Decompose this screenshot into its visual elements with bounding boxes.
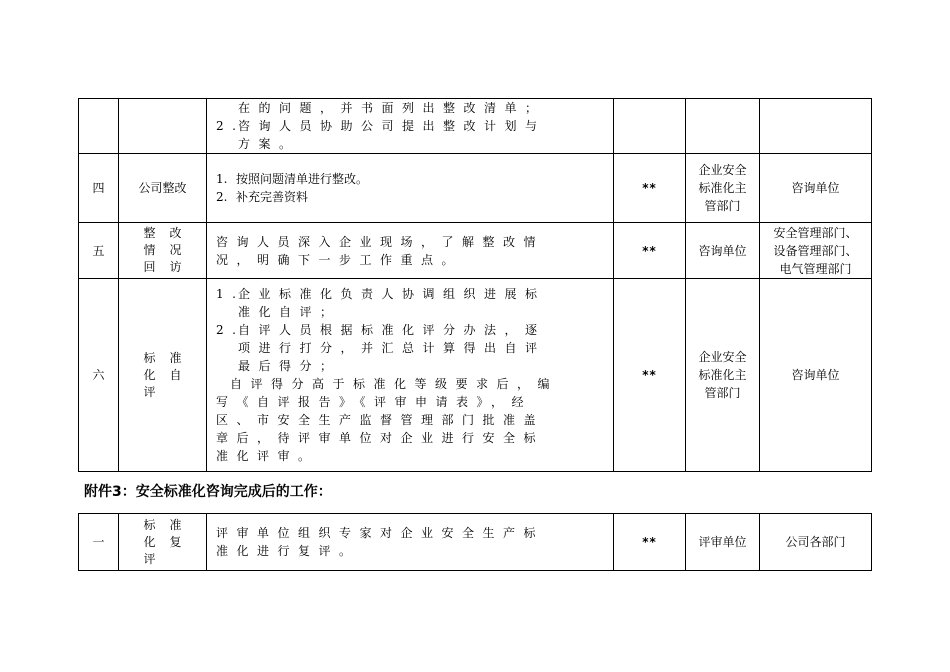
cooperating-dept-line: 电气管理部门 — [779, 261, 852, 276]
cooperating-dept-line: 咨询单位 — [791, 181, 840, 195]
content-line: 方案。 — [238, 137, 300, 151]
responsible-dept — [686, 223, 760, 279]
content-line: 章后，待评审单位对企业进行安全标 — [216, 431, 545, 445]
work-table-body — [79, 99, 872, 472]
item-name-line: 标准 — [143, 350, 182, 365]
content-line: 准化评审。 — [216, 449, 319, 463]
responsible-dept-line: 企业安全 — [698, 350, 747, 364]
item-name-lines — [144, 225, 182, 276]
item-name — [119, 223, 207, 279]
numbered-item — [216, 188, 599, 206]
item-name-lines — [144, 350, 182, 401]
item-number: 1. — [216, 172, 228, 186]
content-line: 况，明确下一步工作重点。 — [216, 252, 463, 267]
numbered-item — [216, 285, 599, 303]
item-text: 按照问题清单进行整改。 — [236, 172, 369, 186]
content-line: 咨询人员深入企业现场，了解整改情 — [216, 234, 545, 249]
cooperating-dept-line: 安全管理部门、 — [773, 225, 858, 240]
time-mark: ** — [614, 223, 686, 279]
item-name-line: 评 — [143, 384, 156, 399]
row-number: 一 — [79, 514, 119, 571]
row-number: 五 — [79, 223, 119, 279]
content-line: 评审单位组织专家对企业安全生产标 — [216, 526, 545, 540]
post-consulting-table-body — [79, 514, 872, 571]
cooperating-dept — [760, 279, 872, 472]
row-number: 四 — [79, 154, 119, 223]
numbered-item — [216, 170, 599, 188]
responsible-dept-line: 标准化主 — [698, 181, 747, 195]
post-consulting-table — [78, 513, 872, 571]
item-name-lines — [144, 517, 182, 568]
cooperating-dept-line: 咨询单位 — [791, 368, 840, 382]
responsible-dept — [686, 279, 760, 472]
work-content — [207, 223, 614, 279]
numbered-item — [216, 117, 599, 135]
item-name-line: 回访 — [143, 260, 182, 274]
responsible-dept — [686, 154, 760, 223]
cooperating-dept — [760, 99, 872, 154]
responsible-dept-line: 管部门 — [704, 386, 741, 400]
item-text: 自评人员根据标准化评分办法，逐 — [238, 323, 546, 337]
item-number: 2. — [216, 190, 228, 204]
content-line: 准化自评； — [238, 305, 341, 319]
cooperating-dept-line: 设备管理部门、 — [773, 243, 858, 258]
time-mark: ** — [614, 154, 686, 223]
work-content — [207, 99, 614, 154]
section-title: 附件3：安全标准化咨询完成后的工作： — [84, 484, 332, 500]
table-row — [79, 279, 872, 472]
content-line: 自评得分高于标准化等级要求后，编 — [230, 377, 559, 391]
work-table — [78, 98, 872, 472]
responsible-dept-line: 管部门 — [704, 199, 741, 213]
table-row — [79, 99, 872, 154]
responsible-dept — [686, 99, 760, 154]
item-name: 公司整改 — [119, 154, 207, 223]
time-mark — [614, 99, 686, 154]
work-content — [207, 279, 614, 472]
responsible-dept — [686, 514, 760, 571]
cooperating-dept-line: 公司各部门 — [785, 535, 846, 549]
numbered-item — [216, 321, 599, 339]
item-number: 1. — [216, 287, 245, 301]
time-mark: ** — [614, 514, 686, 571]
item-name-line: 整改 — [143, 226, 182, 240]
work-content — [207, 514, 614, 571]
item-number: 2. — [216, 119, 245, 133]
time-mark: ** — [614, 279, 686, 472]
item-name — [119, 99, 207, 154]
cooperating-dept — [760, 154, 872, 223]
cooperating-dept — [760, 223, 872, 279]
work-content — [207, 154, 614, 223]
item-name-line: 情况 — [143, 243, 182, 257]
table-row — [79, 154, 872, 223]
table-row — [79, 223, 872, 279]
table-row — [79, 514, 872, 571]
item-name — [119, 279, 207, 472]
content-line: 准化进行复评。 — [216, 544, 360, 558]
content-line: 项进行打分，并汇总计算得出自评 — [238, 341, 546, 355]
responsible-dept-line: 咨询单位 — [698, 243, 747, 258]
responsible-dept-line: 标准化主 — [698, 368, 747, 382]
item-name-line: 化复 — [143, 534, 182, 549]
row-number — [79, 99, 119, 154]
responsible-dept-line: 评审单位 — [698, 535, 747, 549]
content-line: 在的问题，并书面列出整改清单； — [238, 101, 546, 115]
item-name — [119, 514, 207, 571]
responsible-dept-line: 企业安全 — [698, 163, 747, 177]
item-text: 咨询人员协助公司提出整改计划与 — [238, 119, 546, 133]
item-text: 企业标准化负责人协调组织进展标 — [238, 287, 546, 301]
item-name-line: 评 — [143, 551, 156, 566]
cooperating-dept — [760, 514, 872, 571]
item-number: 2. — [216, 323, 245, 337]
content-line: 最后得分； — [238, 359, 341, 373]
row-number: 六 — [79, 279, 119, 472]
item-name-line: 化自 — [143, 367, 182, 382]
content-line: 写《自评报告》《评审申请表》，经 — [216, 395, 533, 409]
item-text: 补充完善资料 — [236, 190, 309, 204]
content-line: 区、市安全生产监督管理部门批准盖 — [216, 413, 545, 427]
item-name-line: 标准 — [143, 517, 182, 532]
